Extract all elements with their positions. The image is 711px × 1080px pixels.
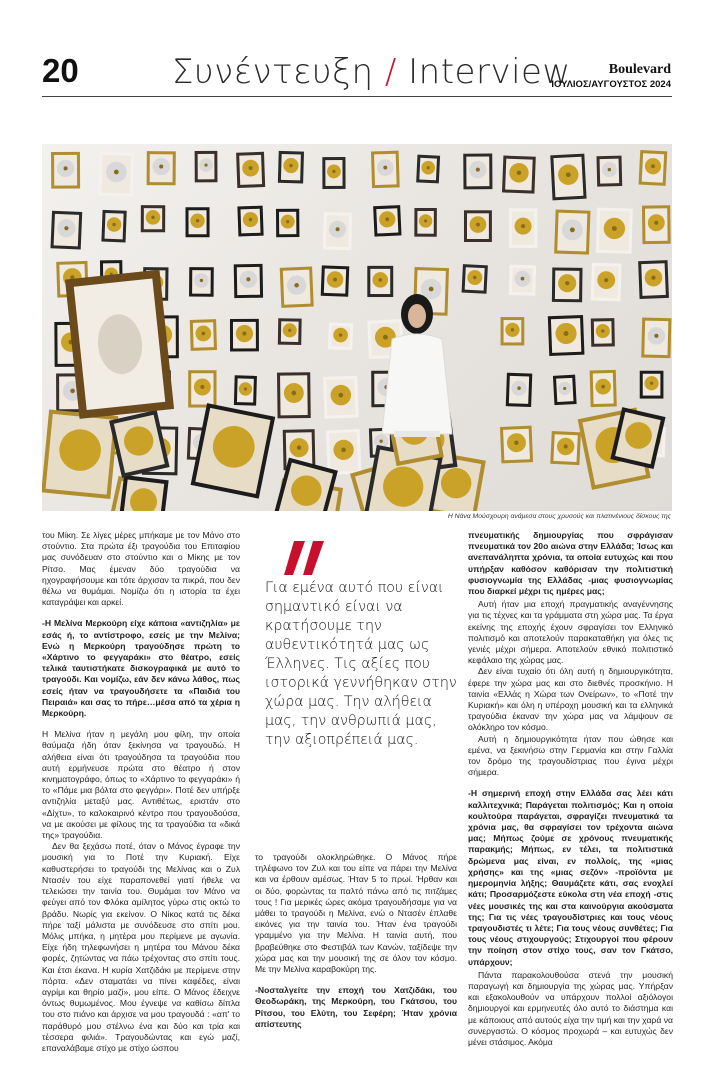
interview-question: -Η Μελίνα Μερκούρη είχε κάποια «αντιζηλία» με εσάς ή, το αντίστροφο, εσείς με την Μελίνα; Ενώ η Μερκούρη τραγούδησε πρώτη το «Χάρτινο το φεγγαράκι» στο θέατρο, εσείς τελικά ταυτιστήκατε δισκογραφικά με αυτό το τραγούδι. Και νομίζω, εάν δεν κάνω λάθος, πως εσείς ήταν να τραγουδήσετε τα «Παιδιά του Πειραιά» και σας το πήρε…μέσα από τα χέρια η Μερκούρη. — [42, 618, 240, 719]
paragraph: το τραγούδι ολοκληρώθηκε. Ο Μάνος πήρε τηλέφωνο τον Ζυλ και του είπε να πάρει την Μελίνα και να έρθουν αμέσως. Ήταν 5 το πρωί. Ήρθαν και οι δύο, φορώντας τα παλτό πάνω από τις πιτζάμες τους ! Για μερικές ώρες ακόμα τραγουδήσαμε για να μάθει το τραγούδι η Μελίνα, ενώ ο Ντασέν έπλαθε εικόνες για την ταινία του. Ήταν ένα τραγούδι γραμμένο για την Μελίνα. Η ταινία αυτή, που βραβεύθηκε στο Φεστιβάλ των Κανών, ταξίδεψε την χώρα μας και την μουσική της σε όλον τον κόσμο. Με την Μελίνα καραβοκύρη της. — [255, 852, 457, 975]
section-title-greek: Συνέντευξη — [172, 52, 374, 92]
header-rule — [42, 96, 672, 97]
interview-question: -Η σημερινή εποχή στην Ελλάδα σας λέει κάτι καλλιτεχνικά; Παράγεται πολιτισμός; Και η οποία κουλτούρα παράγεται, σφραγίζει πνευματικά τα χρόνια μας, θα σφραγίσει τον τρέχοντα αιώνα μας; Μήπως ζούμε σε χρόνους πνευματικής παρακμής; Μήπως, εν τέλει, τα πολιτιστικά δρώμενα μας είναι, εν πολλοίς, της «μιας χρήσης» και της «μιας σεζόν» -προϊόντα με ημερομηνία λήξης; Θαυμάζετε κάτι, σας ενοχλεί κάτι; Προσαρμόζεστε εύκολα στη νέα εποχή -στις νέες μουσικές της και στα καινούργια ακούσματα της; Για τις νέες τραγουδίστριες και τους νέους τραγουδιστές τι λέτε; Για τους νέους συνθέτες; Για τους νέους στιχουργούς; Στιχουργοί που φέρουν την ποίηση στον στίχο τους, σαν τον Γκάτσο, υπάρχουν; — [468, 788, 673, 967]
interview-question: -Νοσταλγείτε την εποχή του Χατζιδάκι, του Θεοδωράκη, της Μερκούρη, του Γκάτσου, του Ρίτσου, του Ελύτη, του Σεφέρη; Ήταν χρόνια απίστευτης — [255, 985, 457, 1029]
paragraph: Πάντα παρακολουθούσα στενά την μουσική παραγωγή και δημιουργία της χώρας μας. Υπήρξαν και εξακολουθούν να υπάρχουν πολλοί αξιόλογοι δημιουργοί και ερμηνευτές όλο αυτό το διάστημα και με κάποιους από αυτούς είχα την τιμή και την χαρά να συνεργαστώ. Ο κόσμος προχωρά – και ευτυχώς δεν μένει στάσιμος. Ακόμα — [468, 969, 673, 1047]
publication-brand — [551, 62, 671, 90]
section-title — [172, 52, 571, 92]
paragraph: Δεν είναι τυχαίο ότι όλη αυτή η δημιουργικότητα, έφερε την χώρα μας και στο διεθνές προσκήνιο. Η ταινία «Ελλάς η Χώρα των Ονείρων», το «Ποτέ την Κυριακή» και όλη η υπέροχη μουσική και τα ελληνικά τραγούδια έκαναν την χώρα μας να λάμψουν σε ολόκληρο τον κόσμο. — [468, 666, 673, 733]
issue-date: ΙΟΥΛΙΟΣ/ΑΥΓΟΥΣΤΟΣ 2024 — [551, 79, 671, 90]
page-number: 20 — [42, 52, 79, 89]
paragraph: Αυτή ήταν μια εποχή πραγματικής αναγέννησης για τις τέχνες και τα γράμματα στη χώρα μας. Τα έργα εκείνης της εποχής έχουν σφραγίσει τον Ελληνικό πολιτισμό και αποτελούν παρακαταθήκη για όλες τις γενιές μέχρι σήμερα. Αποτελούν εθνικό πολιτιστικό κεφάλαιο της χώρας μας. — [468, 599, 673, 666]
gold-records-wall-illustration — [42, 144, 672, 511]
article-column-3 — [468, 530, 673, 1048]
paragraph: Αυτή η δημιουργικότητα ήταν που ώθησε και εμένα, να ξεκινήσω στην Γερμανία και στην Γαλλία τον δρόμο της τραγουδίστριας που έγινα μέχρι σήμερα. — [468, 733, 673, 778]
pull-quote: Για εμένα αυτό που είναι σημαντικό είναι να κρατήσουμε την αυθεντικότητά μας ως Έλληνες. Τις αξίες που ιστορικά γεννήθηκαν στην χώρα μας. Την αλήθεια μας, την ανθρωπιά μας, την αξιοπρέπειά μας. — [265, 580, 457, 748]
article-column-2 — [255, 852, 457, 1040]
paragraph: του Μίκη. Σε λίγες μέρες μπήκαμε με τον Μάνο στο στούντιο. Στα πρώτα έξι τραγούδια του Επιταφίου μας συνόδευαν στο στούντιο και ο Μίκης με τον Ρίτσο. Μας έμεναν δύο τραγούδια να ηχογραφήσουμε και τότε άρχισαν τα πικρά, που δεν θέλω να θυμάμαι. Νομίζω ότι η ιστορία τα έχει καταγράψει και αρκεί. — [42, 530, 240, 608]
paragraph: Η Μελίνα ήταν η μεγάλη μου φίλη, την οποία θαύμαζα ήδη όταν ξεκίνησα να τραγουδώ. Η αλήθεια είναι ότι τραγούδησα τα τραγούδια που αυτή ερμήνευσε πρώτα στο θέατρο ή στον κινηματογράφο, όπως το «Χάρτινο το φεγγαράκι» ή το «Πάμε μια βόλτα στο φεγγάρι». Ποτέ δεν υπήρξε αντιζηλία μεταξύ μας. Αντιθέτως, εριστάν στο «Δίχτυ», το καλοκαιρινό κέντρο που τραγουδούσα, να με ακούσει με φίλους της τα τραγούδια τα «δικά της» τραγούδια. — [42, 729, 240, 841]
photo-caption: Η Νάνα Μούσχουρη ανάμεσα στους χρυσούς και πλατινένιους δίσκους της — [447, 513, 671, 520]
interview-question: πνευματικής δημιουργίας που σφράγισαν πνευματικά τον 20ο αιώνα στην Ελλάδα; Ίσως και ανεπανάληπτα χρόνια, τα οποία ευτυχώς και που υπήρξαν καθόσον καθόρισαν την πολιτιστική φυσιογνωμία της Ελλάδας -μιας φυσιογνωμίας που διαρκεί μέχρι τις ημέρες μας; — [468, 530, 673, 597]
brand-name: Boulevard — [608, 62, 671, 77]
quote-mark-icon — [278, 537, 328, 577]
feature-photo — [42, 144, 672, 511]
page-header — [0, 0, 711, 110]
paragraph: Δεν θα ξεχάσω ποτέ, όταν ο Μάνος έγραφε την μουσική για το Ποτέ την Κυριακή. Είχε καθυστερήσει το τραγούδι της Μελίνας και ο Ζυλ Ντασέν του είχε παραπονεθεί γιατί ήθελε να τελειώσει την ταινία του. Θυμάμαι τον Μάνο να φεύγει από τον Φλόκα αμίλητος γύρω στις οκτώ το βράδυ. Νωρίς για εκείνον. Ο Νίκος κατά τις δέκα πήρε ταξί μάλιστα με συνόδευσε στο σπίτι μου. Μόλις μπήκα, η μητέρα μου περίμενε με αγωνία. Είχε ήδη τηλεφωνήσει η μητέρα του Μάνου δέκα φορές, ζητώντας να πάω τρέχοντας στο σπίτι τους. Και έτσι έκανα. Η κυρία Χατζιδάκι με περίμενε στην πόρτα. «Δεν σταματάει να πίνει καφέδες, είναι αγρίμι και θηρίο μαζί», μου είπε. Ο Μάνος έδειχνε όντως θυμωμένος. Μου έγνεψε να καθίσω δίπλα του στο πιάνο και άρχισε να μου τραγουδά : «απ' το παράθυρό μου στέλνω ένα και δύο και τρία και τέσσερα φιλιά». Τραγουδώντας και εγώ μαζί, επαναλάβαμε στίχο με στίχο ώσπου — [42, 841, 240, 1053]
section-title-slash: / — [384, 52, 397, 92]
section-title-english: Interview — [408, 52, 571, 92]
article-column-1 — [42, 530, 240, 1054]
